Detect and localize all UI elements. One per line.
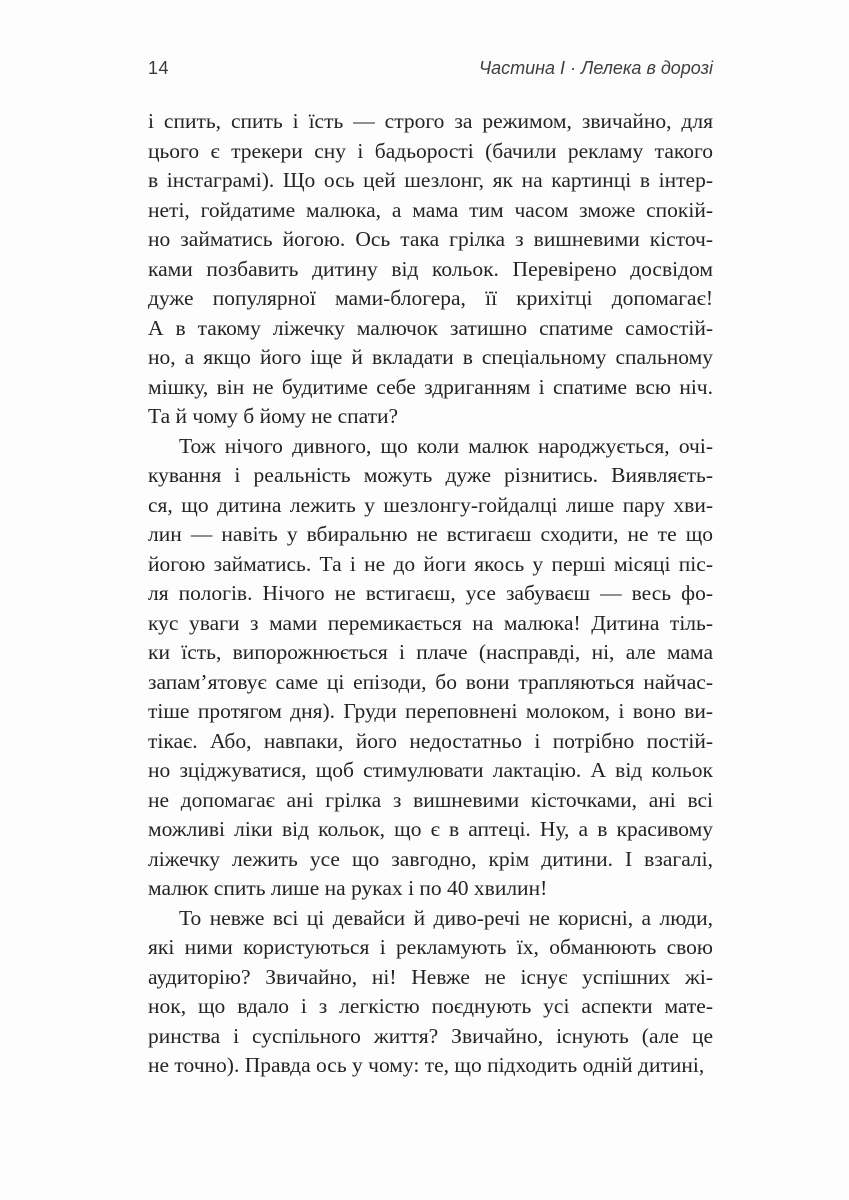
text-line: не точно). Правда ось у чому: те, що підходить одній дитині, [148,1053,705,1077]
text-line: мішку, він не будитиме себе здриганням і спатиме всю ніч. [148,374,713,399]
text-line: но зціджуватися, щоб стимулювати лактацію. А від кольок [148,758,713,782]
text-line: ки їсть, випорожнюється і плаче (насправді, ні, але мама [148,640,713,664]
paragraph [148,107,713,432]
text-line: в інстаграмі). Що ось цей шезлонг, як на картинці в інтер- [148,168,713,192]
text-line: Та й чому б йому не спати? [148,404,399,428]
running-head: Частина I · Лелека в дорозі [478,58,713,78]
page-number: 14 [148,58,170,78]
text-line: можливі ліки від кольок, що є в аптеці. Ну, а в красивому [148,817,713,841]
text-line: неті, гойдатиме малюка, а мама тим часом зможе спокій- [148,197,713,222]
page-header [148,58,713,79]
text-line: Тож нічого дивного, що коли малюк народжується, очі- [179,433,713,458]
body-text [148,107,713,1081]
paragraph [148,432,713,904]
text-line: То невже всі ці девайси й диво-речі не корисні, а люди, [179,905,713,930]
text-line: ля пологів. Нічого не встигаєш, усе забуваєш — весь фо- [148,581,713,605]
paragraph [148,904,713,1081]
text-line: ліжечку лежить усе що завгодно, крім дитини. І взагалі, [148,846,713,871]
text-line: ся, що дитина лежить у шезлонгу-гойдалці лише пару хви- [148,492,713,517]
text-line: йогою займатись. Та і не до йоги якось у перші місяці піс- [148,551,713,576]
text-line: но, а якщо його іще й вкладати в спеціальному спальному [148,345,713,369]
text-line: нок, що вдало і з легкістю поєднують усі аспекти мате- [148,994,713,1018]
text-line: дуже популярної мами-блогера, її крихітці допомагає! [148,286,713,310]
text-line: аудиторію? Звичайно, ні! Невже не існує успішних жі- [148,964,713,989]
text-line: ками позбавить дитину від кольок. Перевірено досвідом [148,256,713,281]
text-line: кування і реальність можуть дуже різнитись. Виявляєть- [148,463,713,487]
text-line: ринства і суспільного життя? Звичайно, існують (але це [148,1023,713,1048]
text-line: А в такому ліжечку малючок затишно спатиме самостій- [148,315,713,340]
text-line: цього є трекери сну і бадьорості (бачили рекламу такого [148,138,713,163]
text-line: но займатись йогою. Ось така грілка з вишневими кісточ- [148,227,713,251]
text-line: тіше протягом дня). Груди переповнені молоком, і воно ви- [148,699,713,723]
text-line: малюк спить лише на руках і по 40 хвилин! [148,876,548,900]
text-line: які ними користуються і рекламують їх, обманюють свою [148,935,713,959]
text-line: кус уваги з мами перемикається на малюка! Дитина тіль- [148,610,713,635]
text-line: лин — навіть у вбиральню не встигаєш сходити, не те що [148,522,713,546]
text-line: і спить, спить і їсть — строго за режимом, звичайно, для [148,109,713,133]
text-line: не допомагає ані грілка з вишневими кісточками, ані всі [148,787,713,812]
text-line: запам’ятовує саме ці епізоди, бо вони трапляються найчас- [148,669,713,694]
text-line: тікає. Або, навпаки, його недостатньо і потрібно постій- [148,728,713,753]
